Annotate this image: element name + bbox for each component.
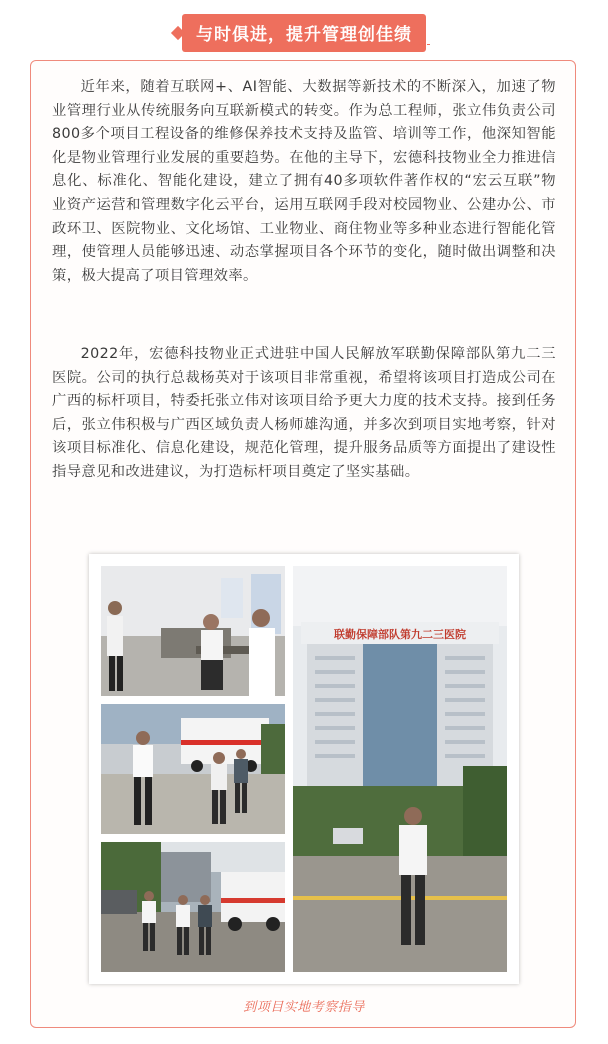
title-dashed-underline	[200, 44, 430, 45]
photo-ambulance-walk	[101, 704, 285, 834]
title-diamond-icon	[171, 26, 185, 40]
section-title-banner	[182, 14, 426, 52]
photo-hospital-building	[293, 566, 507, 972]
section-title-wrap	[0, 14, 608, 52]
photo-office-meeting	[101, 566, 285, 696]
photo-group-walk	[101, 842, 285, 972]
photo-collage	[89, 554, 519, 984]
article-paragraph-2: 2022年，宏德科技物业正式进驻中国人民解放军联勤保障部队第九二三医院。公司的执行总裁杨英对于该项目非常重视，希望将该项目打造成公司在广西的标杆项目，特委托张立伟对该项目给予更大力度的技术支持。接到任务后，张立伟积极与广西区域负责人杨师雄沟通，并多次到项目实地考察，针对该项目标准化、信息化建设，规范化管理，提升服务品质等方面提出了建设性指导意见和改进建议，为打造标杆项目奠定了坚实基础。	[52, 346, 556, 480]
hospital-sign: 联勤保障部队第九二三医院	[334, 629, 466, 641]
section-title: 与时俱进，提升管理创佳绩	[196, 25, 412, 45]
photo-caption: 到项目实地考察指导	[243, 1000, 365, 1015]
article-paragraph-1: 近年来，随着互联网+、AI智能、大数据等新技术的不断深入，加速了物业管理行业从传统服务向互联新模式的转变。作为总工程师，张立伟负责公司800多个项目工程设备的维修保养技术支持及监管、培训等工作，他深知智能化是物业管理行业发展的重要趋势。在他的主导下，宏德科技物业全力推进信息化、标准化、智能化建设，建立了拥有40多项软件著作权的“宏云互联”物业资产运营和管理数字化云平台，运用互联网手段对校园物业、公建办公、市政环卫、医院物业、文化场馆、工业物业、商住物业等多种业态进行智能化管理，使管理人员能够迅速、动态掌握项目各个环节的变化，随时做出调整和决策，极大提高了项目管理效率。	[52, 79, 556, 284]
